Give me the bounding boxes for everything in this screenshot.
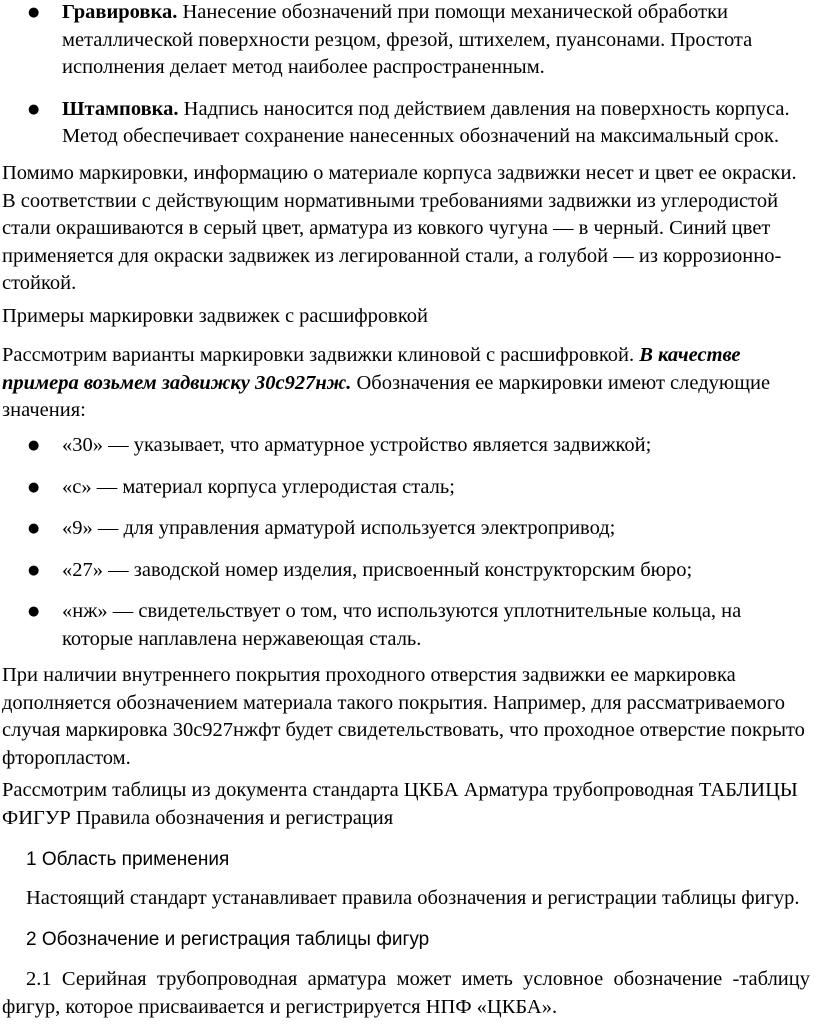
marking-methods-list [0,0,816,151]
list-item [0,0,816,82]
term-stamping: Штамповка. [62,97,179,120]
section2-text-body: 2.1 Серийная трубопроводная арматура может иметь условное обозначение -таблицу фигур, которое присваивается и регистрируется НПФ «ЦКБА». [2,968,810,1018]
term-stamping-text: Надпись наносится под действием давления на поверхность корпуса. Метод обеспечивает сохранение нанесенных обозначений на максимальный срок. [62,97,790,147]
bullet-icon: ● [28,479,40,495]
code-item-text: «с» — материал корпуса углеродистая сталь; [62,475,455,498]
paragraph-coating: При наличии внутреннего покрытия проходного отверстия задвижки ее маркировка дополняется обозначением материала такого покрытия. Например, для рассматриваемого случая маркировка 30с927нжфт будет свидетельствовать, что проходное отверстие покрыто фторопластом. [2,664,805,769]
section1-text: Настоящий стандарт устанавливает правила обозначения и регистрации таблицы фигур. [26,887,800,909]
code-item-text: «30» — указывает, что арматурное устройство является задвижкой; [62,434,652,456]
section1-heading: 1 Область применения [26,849,230,870]
list-item [0,96,816,151]
list-item [0,557,816,585]
code-list [0,432,816,653]
section2-heading: 2 Обозначение и регистрация таблицы фигур [26,929,430,950]
section2-text [0,966,816,1021]
list-item [0,432,816,460]
bullet-icon: ● [28,438,40,453]
list-item [0,598,816,653]
bullet-icon: ● [28,604,40,619]
list-item [0,474,816,502]
code-item-text: «нж» — свидетельствует о том, что используются уплотнительные кольца, на которые наплавлена нержавеющая сталь. [62,600,742,650]
example-text: Рассмотрим варианты маркировки задвижки клиновой с расшифровкой. [2,344,640,366]
code-item-text: «9» — для управления арматурой используется электропривод; [62,517,616,539]
paragraph-tables: Рассмотрим таблицы из документа стандарта ЦКБА Арматура трубопроводная ТАБЛИЦЫ ФИГУР Правила обозначения и регистрация [2,779,798,829]
bullet-icon: ● [28,521,40,536]
paragraph-color: Помимо маркировки, информацию о материале корпуса задвижки несет и цвет ее окраски. В соответствии с действующим нормативными требованиями задвижки из углеродистой стали окрашиваются в серый цвет, арматура из ковкого чугуна — в черный. Синий цвет применяется для окраски задвижек из легированной стали, а голубой — из коррозионно-стойкой. [2,162,797,294]
example-text-after: Обозначения ее маркировки имеют следующие значения: [2,371,771,421]
bullet-icon: ● [28,5,40,20]
paragraph-examples-title: Примеры маркировки задвижек с расшифровкой [2,305,428,327]
term-engraving-text: Нанесение обозначений при помощи механической обработки металлической поверхности резцом, фрезой, штихелем, пуансонами. Простота исполнения делает метод наиболее распространенным. [62,1,753,78]
paragraph-example [0,342,816,425]
list-item [0,515,816,543]
example-emphasis: В качестве примера возьмем задвижку 30с927нж. [2,344,741,394]
term-engraving: Гравировка. [62,1,178,23]
code-item-text: «27» — заводской номер изделия, присвоенный конструкторским бюро; [62,558,693,581]
bullet-icon: ● [28,101,40,117]
bullet-icon: ● [28,562,40,578]
